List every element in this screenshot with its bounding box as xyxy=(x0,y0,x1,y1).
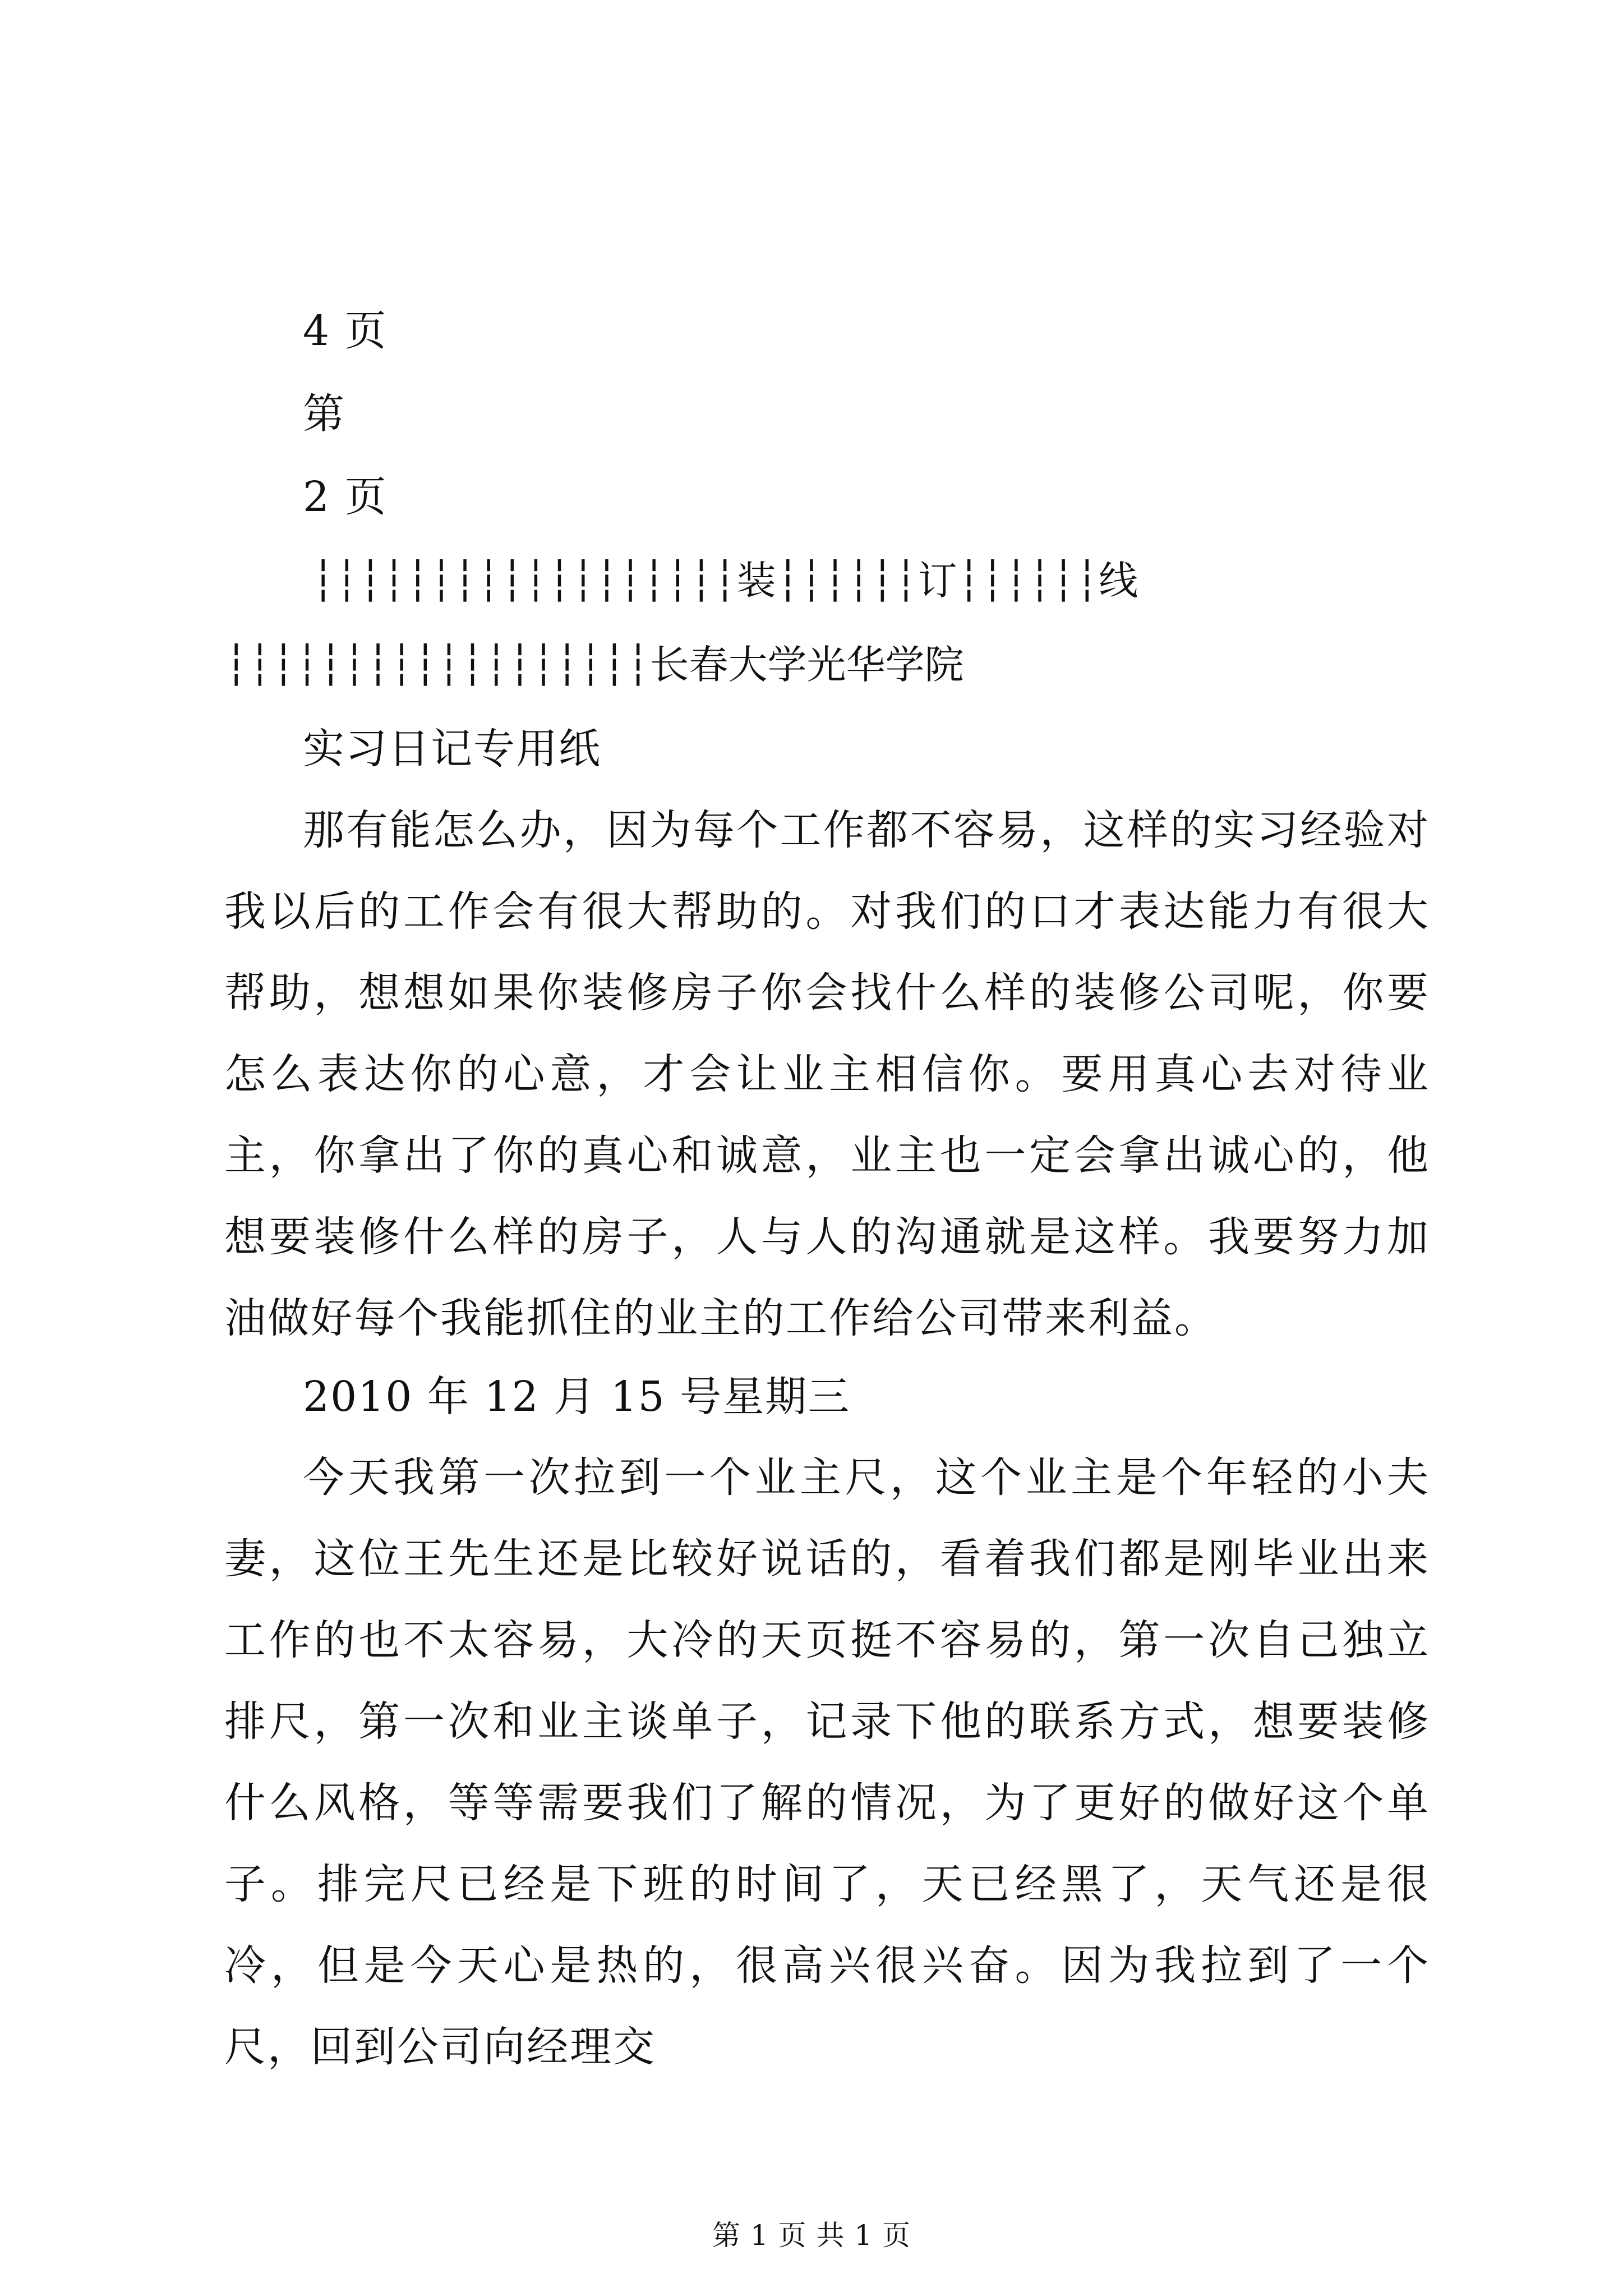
total-pages-label: 4 页 xyxy=(303,307,388,355)
date-line: 2010 年 12 月 15 号星期三 xyxy=(303,1373,851,1421)
di-label: 第 xyxy=(303,390,345,438)
paper-title: 实习日记专用纸 xyxy=(303,725,601,773)
page-footer: 第 1 页 共 1 页 xyxy=(712,2219,911,2252)
page-number-label: 2 页 xyxy=(303,473,388,521)
paragraph-1: 那有能怎么办，因为每个工作都不容易，这样的实习经验对我以后的工作会有很大帮助的。对我们的口才表达能力有很大帮助，想想如果你装修房子你会找什么样的装修公司呢，你要怎么表达你的心意，才会让业主相信你。要用真心去对待业主，你拿出了你的真心和诚意，业主也一定会拿出诚心的，他想要装修什么样的房子，人与人的沟通就是这样。我要努力加油做好每个我能抓住的业主的工作给公司带来利益。 xyxy=(224,806,1430,1342)
binding-line-row-1: ┆┆┆┆┆┆┆┆┆┆┆┆┆┆┆┆┆┆装┆┆┆┆┆┆订┆┆┆┆┆┆线 xyxy=(311,558,1138,604)
paragraph-2: 今天我第一次拉到一个业主尺，这个业主是个年轻的小夫妻，这位王先生还是比较好说话的，看着我们都是刚毕业出来工作的也不太容易，大冷的天页挺不容易的，第一次自己独立排尺，第一次和业主谈单子，记录下他的联系方式，想要装修什么风格，等等需要我们了解的情况，为了更好的做好这个单子。排完尺已经是下班的时间了，天已经黑了，天气还是很冷，但是今天心是热的，很高兴很兴奋。因为我拉到了一个尺，回到公司向经理交 xyxy=(224,1453,1430,2071)
binding-line-row-2: ┆┆┆┆┆┆┆┆┆┆┆┆┆┆┆┆┆┆长春大学光华学院 xyxy=(224,642,964,688)
